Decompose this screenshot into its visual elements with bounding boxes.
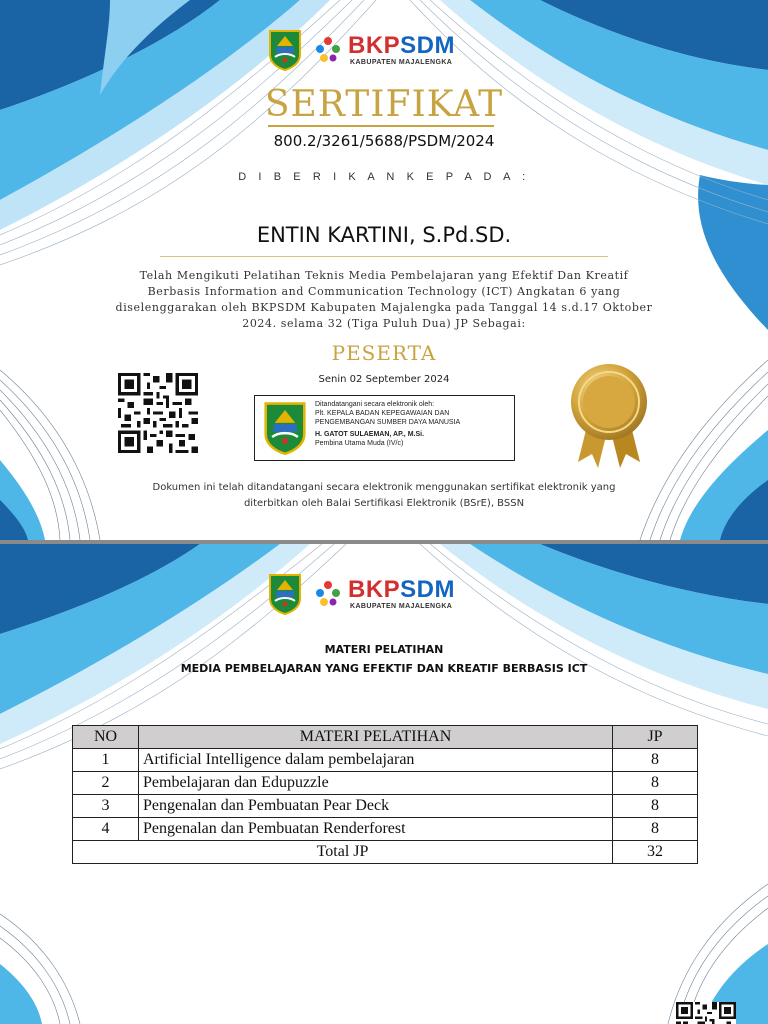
row-materi: Pengenalan dan Pembuatan Pear Deck — [139, 795, 613, 818]
issue-date: Senin 02 September 2024 — [318, 374, 450, 385]
total-value: 32 — [613, 841, 698, 864]
bkpsdm-logo — [314, 578, 455, 610]
materi-heading: MATERI PELATIHAN — [324, 643, 444, 656]
signature-details — [315, 400, 460, 448]
row-jp: 8 — [613, 818, 698, 841]
column-header-jp: JP — [613, 726, 698, 749]
given-to-label: D I B E R I K A N K E P A D A : — [238, 171, 530, 183]
row-materi: Pembelajaran dan Edupuzzle — [139, 772, 613, 795]
certificate-number: 800.2/3261/5688/PSDM/2024 — [273, 132, 495, 150]
logo-row — [268, 29, 455, 71]
footer-note — [0, 480, 768, 512]
total-label: Total JP — [73, 841, 613, 864]
qr-code-small — [676, 1002, 736, 1024]
name-underline — [160, 256, 608, 257]
signature-line: Plt. KEPALA BADAN KEPEGAWAIAN DAN — [315, 410, 450, 417]
table-row — [73, 772, 698, 795]
signer-rank: Pembina Utama Muda (IV/c) — [315, 440, 404, 447]
signature-line: PENGEMBANGAN SUMBER DAYA MANUSIA — [315, 419, 461, 426]
row-jp: 8 — [613, 749, 698, 772]
body-line: 2024. selama 32 (Tiga Puluh Dua) JP Sebagai: — [242, 317, 526, 330]
row-materi: Artificial Intelligence dalam pembelajaran — [139, 749, 613, 772]
majalengka-emblem-icon — [268, 573, 302, 615]
certificate-body — [0, 268, 768, 332]
table-row — [73, 795, 698, 818]
signer-name: H. GATOT SULAEMAN, AP., M.Si. — [315, 431, 425, 438]
brand-subtitle: KABUPATEN MAJALENGKA — [350, 603, 453, 610]
title-underline — [268, 125, 494, 127]
row-jp: 8 — [613, 795, 698, 818]
table-total-row — [73, 841, 698, 864]
majalengka-emblem-icon — [263, 401, 307, 455]
brand-subtitle: KABUPATEN MAJALENGKA — [350, 59, 453, 66]
qr-code — [118, 373, 198, 453]
electronic-signature-box — [254, 395, 515, 461]
row-no: 2 — [73, 772, 139, 795]
table-header-row — [73, 726, 698, 749]
column-header-no: NO — [73, 726, 139, 749]
recipient-name: ENTIN KARTINI, S.Pd.SD. — [256, 223, 512, 247]
bkpsdm-dots-icon — [314, 580, 342, 608]
body-line: diselenggarakan oleh BKPSDM Kabupaten Majalengka pada Tanggal 14 s.d.17 Oktober — [115, 301, 653, 314]
bkpsdm-dots-icon — [314, 36, 342, 64]
majalengka-emblem-icon — [268, 29, 302, 71]
column-header-materi: MATERI PELATIHAN — [139, 726, 613, 749]
materi-page — [0, 544, 768, 1024]
footer-line: Dokumen ini telah ditandatangani secara elektronik menggunakan sertifikat elektronik yang — [152, 482, 616, 493]
table-row — [73, 818, 698, 841]
body-line: Berbasis Information and Communication Technology (ICT) Angkatan 6 yang — [147, 285, 621, 298]
brand-name: BKPSDM — [348, 576, 456, 603]
brand-name: BKPSDM — [348, 32, 456, 59]
signature-line: Ditandatangani secara elektronik oleh: — [315, 401, 435, 408]
materi-table — [72, 725, 698, 864]
certificate-title: SERTIFIKAT — [264, 84, 504, 125]
bkpsdm-logo — [314, 34, 455, 66]
gold-medal-icon — [566, 362, 652, 470]
row-materi: Pengenalan dan Pembuatan Renderforest — [139, 818, 613, 841]
row-jp: 8 — [613, 772, 698, 795]
participant-role: PESERTA — [331, 341, 437, 365]
row-no: 1 — [73, 749, 139, 772]
body-line: Telah Mengikuti Pelatihan Teknis Media Pembelajaran yang Efektif Dan Kreatif — [139, 269, 629, 282]
row-no: 3 — [73, 795, 139, 818]
row-no: 4 — [73, 818, 139, 841]
logo-row — [268, 573, 455, 615]
table-row — [73, 749, 698, 772]
materi-subheading: MEDIA PEMBELAJARAN YANG EFEKTIF DAN KREATIF BERBASIS ICT — [180, 662, 588, 675]
footer-line: diterbitkan oleh Balai Sertifikasi Elektronik (BSrE), BSSN — [243, 498, 525, 509]
